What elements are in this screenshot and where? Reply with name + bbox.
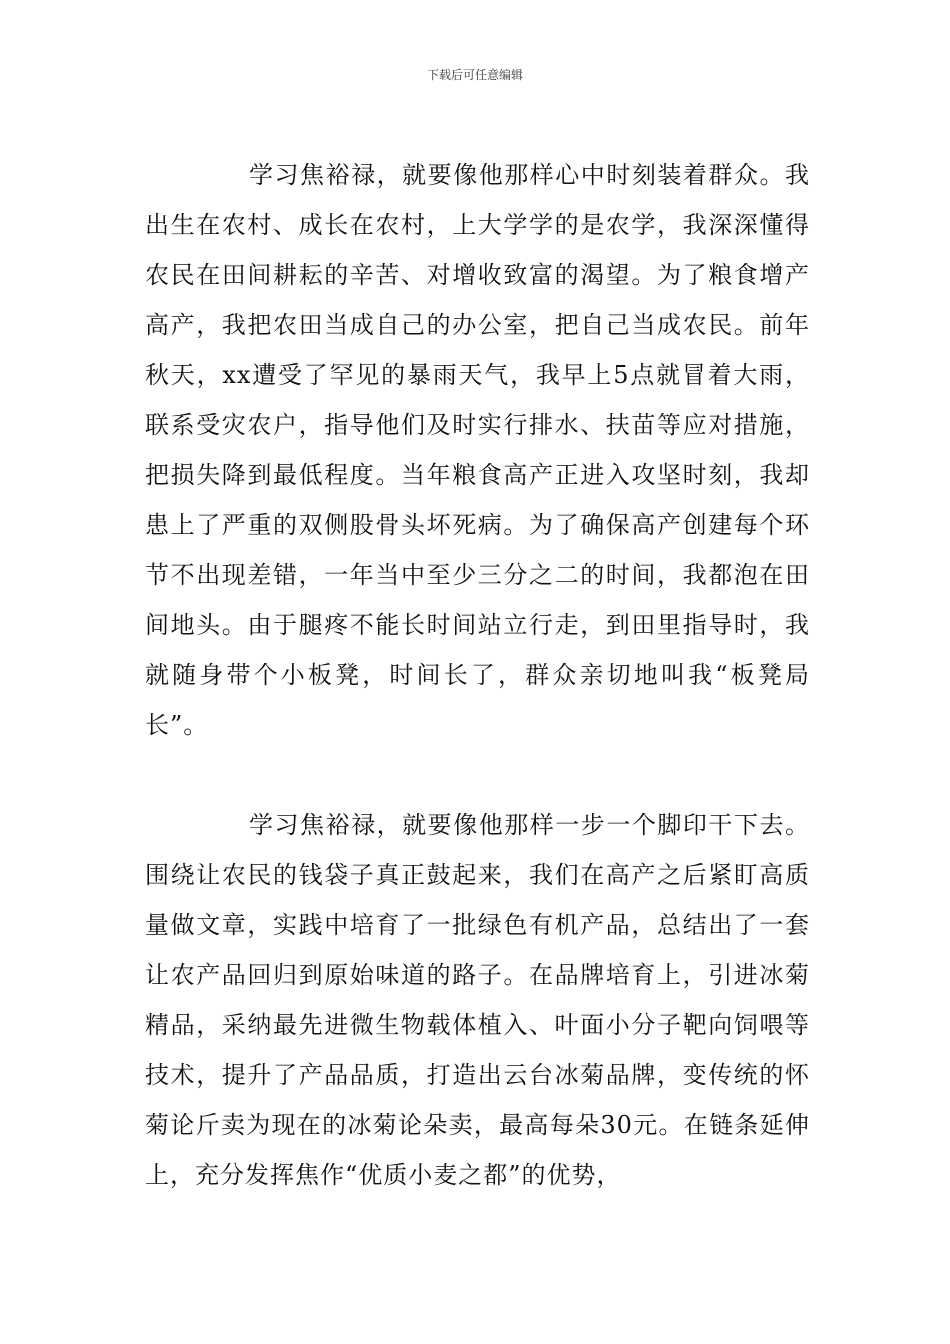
page-header: 下载后可任意编辑 [426,68,523,82]
paragraph-1: 学习焦裕禄，就要像他那样心中时刻装着群众。我出生在农村、成长在农村，上大学学的是农学，我深深懂得农民在田间耕耘的辛苦、对增收致富的渴望。为了粮食增产高产，我把农田当成自己的办公室，把自己当成农民。前年秋天，xx遭受了罕见的暴雨天气，我早上5点就冒着大雨，联系受灾农户，指导他们及时实行排水、扶苗等应对措施，把损失降到最低程度。当年粮食高产正进入攻坚时刻，我却患上了严重的双侧股骨头坏死病。为了确保高产创建每个环节不出现差错，一年当中至少三分之二的时间，我都泡在田间地头。由于腿疼不能长时间站立行走，到田里指导时，我就随身带个小板凳，时间长了，群众亲切地叫我“板凳局长”。 [145,161,810,739]
paragraph-2: 学习焦裕禄，就要像他那样一步一个脚印干下去。围绕让农民的钱袋子真正鼓起来，我们在高产之后紧盯高质量做文章，实践中培育了一批绿色有机产品，总结出了一套让农产品回归到原始味道的路子。在品牌培育上，引进冰菊精品，采纳最先进微生物载体植入、叶面小分子靶向饲喂等技术，提升了产品品质，打造出云台冰菊品牌，变传统的怀菊论斤卖为现在的冰菊论朵卖，最高每朵30元。在链条延伸上，充分发挥焦作“优质小麦之都”的优势， [145,811,810,1189]
document-body [145,150,810,1200]
